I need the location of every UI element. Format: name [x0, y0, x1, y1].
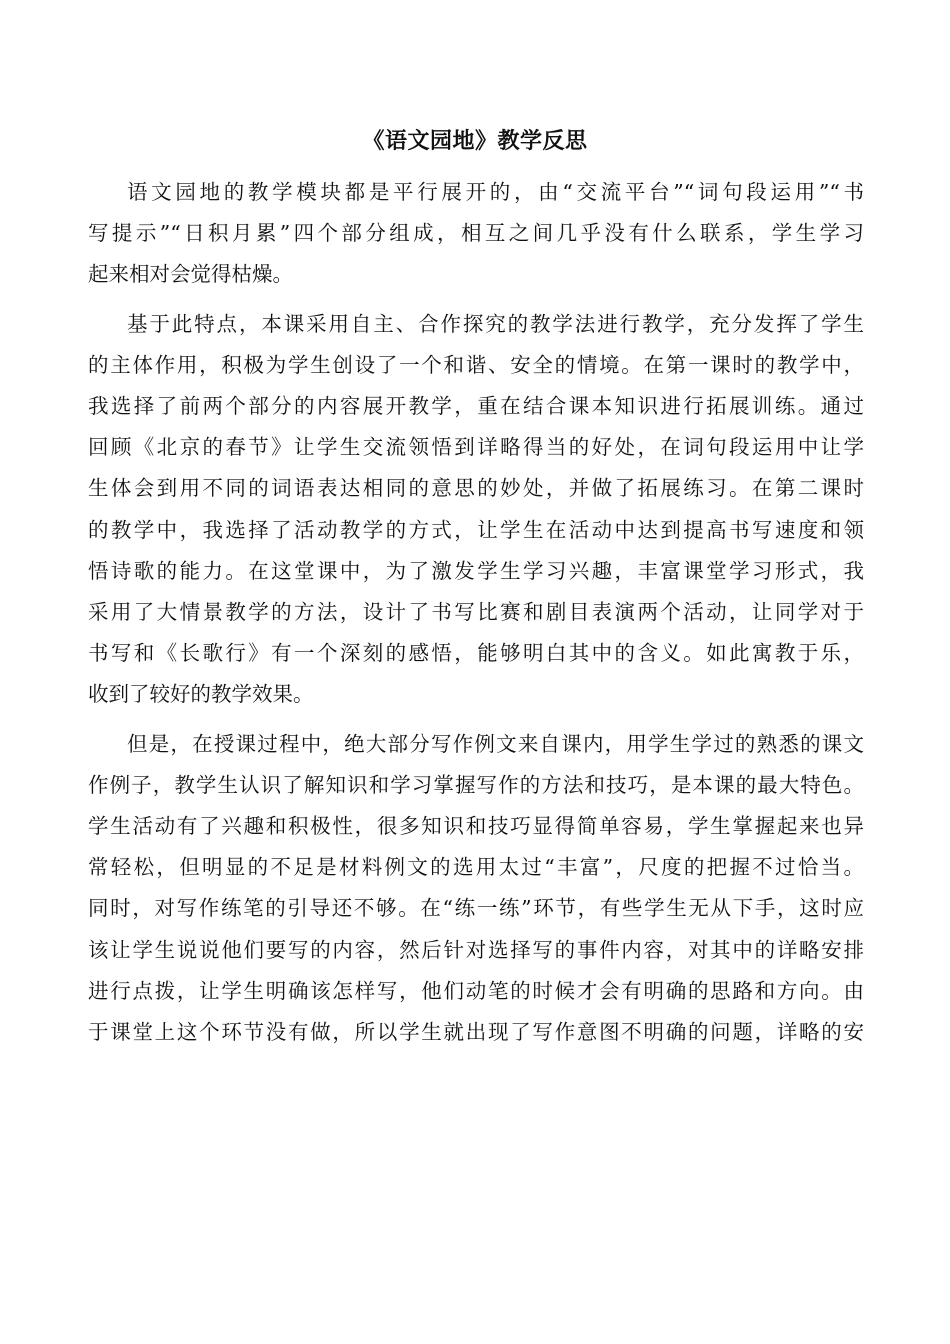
- text-line: 生体会到用不同的词语表达相同的意思的妙处，并做了拓展练习。在第二课时: [88, 476, 864, 501]
- text-line: 回顾《北京的春节》让学生交流领悟到详略得当的好处，在词句段运用中让学: [88, 435, 864, 460]
- text-line: 基于此特点，本课采用自主、合作探究的教学法进行教学，充分发挥了学生: [127, 311, 864, 336]
- document-title: 《语文园地》教学反思: [362, 128, 588, 154]
- text-line: 学生活动有了兴趣和积极性，很多知识和技巧显得简单容易，学生掌握起来也异: [88, 814, 864, 839]
- text-line: 语文园地的教学模块都是平行展开的，由“交流平台”“词句段运用”“书: [127, 180, 864, 204]
- text-line: 悟诗歌的能力。在这堂课中，为了激发学生学习兴趣，丰富课堂学习形式，我: [88, 558, 864, 583]
- text-line: 书写和《长歌行》有一个深刻的感悟，能够明白其中的含义。如此寓教于乐，: [88, 641, 864, 666]
- text-line: 起来相对会觉得枯燥。: [88, 262, 293, 287]
- text-line: 的主体作用，积极为学生创设了一个和谐、安全的情境。在第一课时的教学中，: [88, 352, 864, 377]
- text-line: 于课堂上这个环节没有做，所以学生就出现了写作意图不明确的问题，详略的安: [88, 1020, 864, 1045]
- paragraph-2: [88, 304, 864, 716]
- text-line: 同时，对写作练笔的引导还不够。在“练一练”环节，有些学生无从下手，这时应: [88, 896, 864, 921]
- text-line: 的教学中，我选择了活动教学的方式，让学生在活动中达到提高书写速度和领: [88, 517, 864, 542]
- paragraph-3: [88, 724, 864, 1054]
- text-line: 进行点拨，让学生明确该怎样写，他们动笔的时候才会有明确的思路和方向。由: [88, 978, 864, 1003]
- text-line: 作例子，教学生认识了解知识和学习掌握写作的方法和技巧，是本课的最大特色。: [88, 772, 864, 797]
- document-body: [88, 172, 864, 1061]
- text-line: 但是，在授课过程中，绝大部分写作例文来自课内，用学生学过的熟悉的课文: [127, 731, 864, 756]
- text-line: 我选择了前两个部分的内容展开教学，重在结合课本知识进行拓展训练。通过: [88, 394, 864, 419]
- text-line: 收到了较好的教学效果。: [88, 682, 314, 707]
- text-line: 采用了大情景教学的方法，设计了书写比赛和剧目表演两个活动，让同学对于: [88, 600, 864, 625]
- text-line: 常轻松，但明显的不足是材料例文的选用太过“丰富”，尺度的把握不过恰当。: [88, 855, 864, 880]
- text-line: 该让学生说说他们要写的内容，然后针对选择写的事件内容，对其中的详略安排: [88, 937, 864, 962]
- text-line: 写提示”“日积月累”四个部分组成，相互之间几乎没有什么联系，学生学习: [88, 221, 864, 246]
- paragraph-1: [88, 172, 864, 296]
